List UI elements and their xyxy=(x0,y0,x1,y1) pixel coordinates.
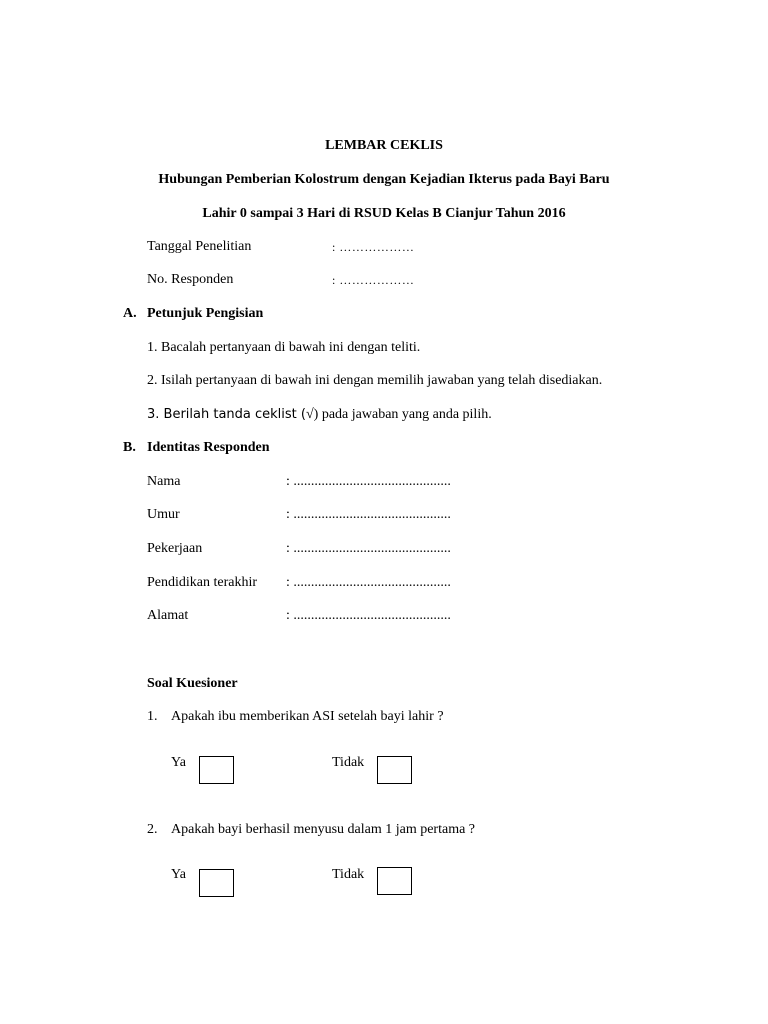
question-2-yes-checkbox[interactable] xyxy=(199,869,234,897)
tanggal-penelitian-field[interactable]: : ……………… xyxy=(332,240,415,254)
question-2-number: 2. xyxy=(147,822,158,837)
instruction-item-3-part2: ) pada jawaban yang anda pilih. xyxy=(313,407,492,422)
instruction-item-1: 1. Bacalah pertanyaan di bawah ini dengan teliti. xyxy=(147,340,421,355)
section-a-heading: Petunjuk Pengisian xyxy=(147,306,264,321)
pendidikan-label: Pendidikan terakhir xyxy=(147,575,258,590)
document-title: LEMBAR CEKLIS xyxy=(325,138,443,153)
umur-label: Umur xyxy=(147,507,180,522)
question-1-no-label: Tidak xyxy=(332,755,365,770)
question-2-text: Apakah bayi berhasil menyusu dalam 1 jam pertama ? xyxy=(171,822,476,837)
tanggal-penelitian-label: Tanggal Penelitian xyxy=(147,239,252,254)
instruction-item-3-part1: 3. Berilah tanda ceklist ( xyxy=(147,407,306,422)
question-1-text: Apakah ibu memberikan ASI setelah bayi lahir ? xyxy=(171,709,444,724)
umur-field[interactable]: : ............................................. xyxy=(286,507,451,522)
document-subtitle-line2: Lahir 0 sampai 3 Hari di RSUD Kelas B Cianjur Tahun 2016 xyxy=(202,206,566,221)
pekerjaan-label: Pekerjaan xyxy=(147,541,203,556)
checkmark-symbol: √ xyxy=(305,407,314,422)
question-1-number: 1. xyxy=(147,709,158,724)
section-b-heading: Identitas Responden xyxy=(147,440,270,455)
nama-field[interactable]: : ............................................. xyxy=(286,474,451,489)
question-2-yes-label: Ya xyxy=(171,867,186,882)
questionnaire-heading: Soal Kuesioner xyxy=(147,676,238,691)
section-b-marker: B. xyxy=(123,440,136,455)
question-1-yes-label: Ya xyxy=(171,755,186,770)
question-1-no-checkbox[interactable] xyxy=(377,756,412,784)
question-1-yes-checkbox[interactable] xyxy=(199,756,234,784)
section-a-marker: A. xyxy=(123,306,137,321)
alamat-label: Alamat xyxy=(147,608,189,623)
pekerjaan-field[interactable]: : ............................................. xyxy=(286,541,451,556)
pendidikan-field[interactable]: : ............................................. xyxy=(286,575,451,590)
no-responden-label: No. Responden xyxy=(147,272,234,287)
question-2-no-label: Tidak xyxy=(332,867,365,882)
instruction-item-3 xyxy=(147,407,492,423)
no-responden-field[interactable]: : ……………… xyxy=(332,273,415,287)
nama-label: Nama xyxy=(147,474,181,489)
document-subtitle-line1: Hubungan Pemberian Kolostrum dengan Kejadian Ikterus pada Bayi Baru xyxy=(158,172,610,187)
alamat-field[interactable]: : ............................................. xyxy=(286,608,451,623)
question-2-no-checkbox[interactable] xyxy=(377,867,412,895)
instruction-item-2: 2. Isilah pertanyaan di bawah ini dengan memilih jawaban yang telah disediakan. xyxy=(147,373,603,388)
